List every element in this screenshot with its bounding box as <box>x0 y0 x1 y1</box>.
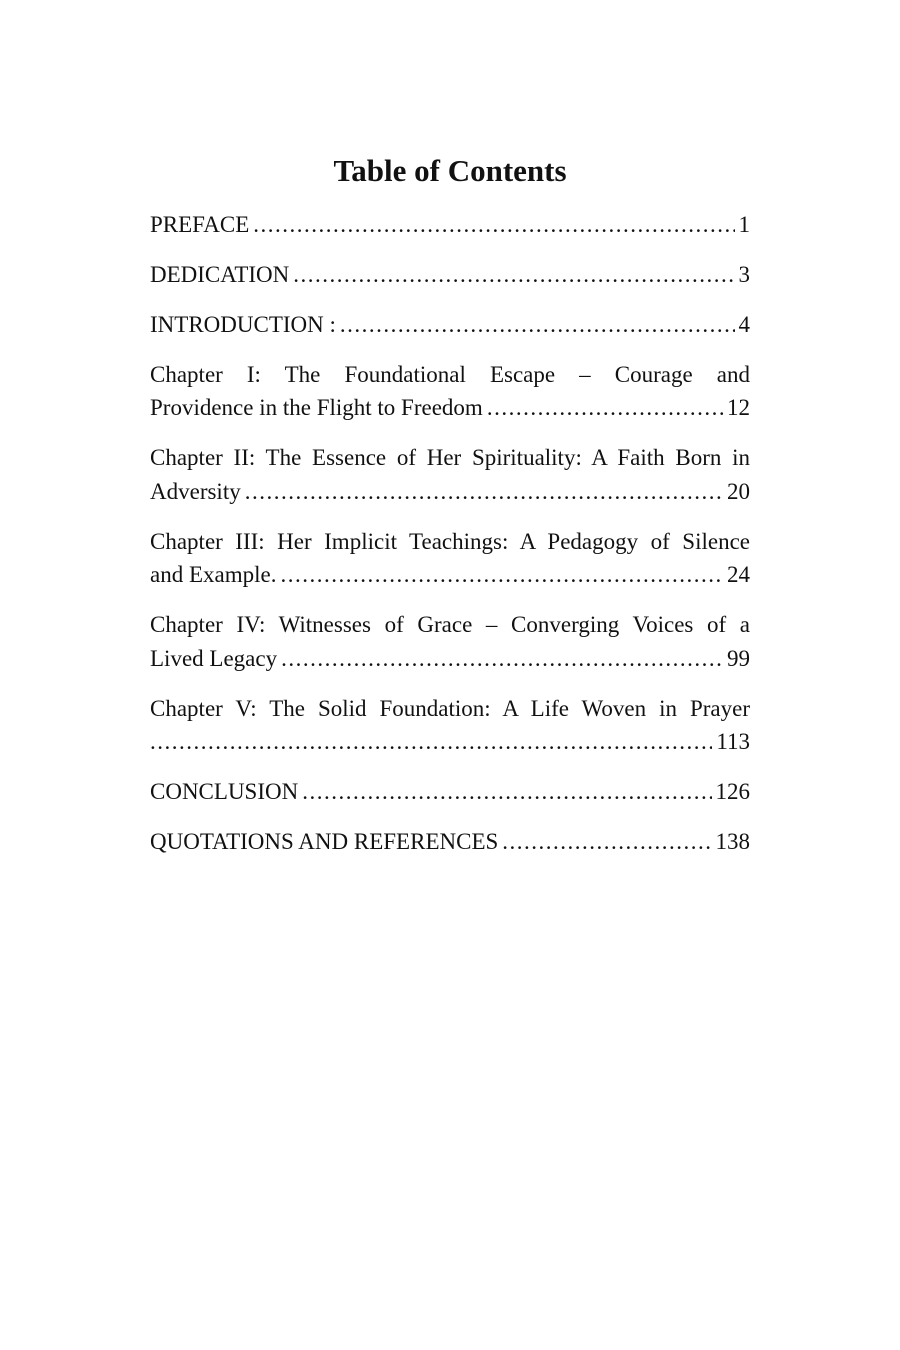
toc-entry-label-line2: Lived Legacy <box>150 645 278 671</box>
toc-page-number: 1 <box>738 212 750 237</box>
toc-entry-chapter-5[interactable] <box>150 692 750 759</box>
toc-entry-label-line2: Adversity <box>150 478 241 504</box>
toc-list <box>150 208 750 875</box>
toc-page-number: 4 <box>738 312 750 337</box>
dot-leader <box>302 775 711 808</box>
toc-entry-label-line1: Chapter I: The Foundational Escape – Courage and <box>150 362 750 387</box>
toc-entry-quotations-and-references[interactable] <box>150 825 750 858</box>
toc-page-number: 12 <box>727 395 750 421</box>
dot-leader <box>245 475 723 508</box>
toc-entry-label: PREFACE <box>150 212 250 237</box>
toc-page-number: 126 <box>715 779 750 805</box>
toc-entry-chapter-2[interactable] <box>150 441 750 508</box>
toc-entry-chapter-4[interactable] <box>150 608 750 675</box>
toc-entry-chapter-1[interactable] <box>150 358 750 425</box>
toc-entry-label: CONCLUSION <box>150 779 299 805</box>
toc-entry-label-line1: Chapter V: The Solid Foundation: A Life Woven in Prayer <box>150 695 750 721</box>
toc-entry-label-line1: Chapter IV: Witnesses of Grace – Converging Voices of a <box>150 612 750 638</box>
dot-leader <box>150 725 712 758</box>
dot-leader <box>340 308 735 341</box>
dot-leader <box>253 208 734 241</box>
toc-entry-label-line2: Providence in the Flight to Freedom <box>150 395 483 421</box>
toc-page-number: 138 <box>715 829 750 855</box>
dot-leader <box>280 558 723 591</box>
toc-page-number: 24 <box>727 562 750 588</box>
page-title: Table of Contents <box>333 153 567 188</box>
dot-leader <box>281 642 723 675</box>
toc-entry-label-line1: Chapter II: The Essence of Her Spirituality: A Faith Born in <box>150 445 750 471</box>
dot-leader <box>487 391 723 424</box>
toc-entry-label: QUOTATIONS AND REFERENCES <box>150 829 499 855</box>
toc-entry-label: DEDICATION <box>150 262 290 287</box>
toc-entry-label: INTRODUCTION : <box>150 312 336 337</box>
toc-page-number: 99 <box>727 645 750 671</box>
dot-leader <box>293 258 734 291</box>
toc-page-number: 113 <box>716 729 750 755</box>
toc-entry-chapter-3[interactable] <box>150 525 750 592</box>
toc-entry-preface[interactable] <box>150 208 750 241</box>
toc-entry-dedication[interactable] <box>150 258 750 291</box>
toc-entry-conclusion[interactable] <box>150 775 750 808</box>
toc-page-number: 20 <box>727 478 750 504</box>
toc-entry-introduction[interactable] <box>150 308 750 341</box>
toc-entry-label-line1: Chapter III: Her Implicit Teachings: A Pedagogy of Silence <box>150 528 750 554</box>
dot-leader <box>502 825 711 858</box>
toc-page-number: 3 <box>738 262 750 287</box>
toc-entry-label-line2: and Example. <box>150 562 277 588</box>
